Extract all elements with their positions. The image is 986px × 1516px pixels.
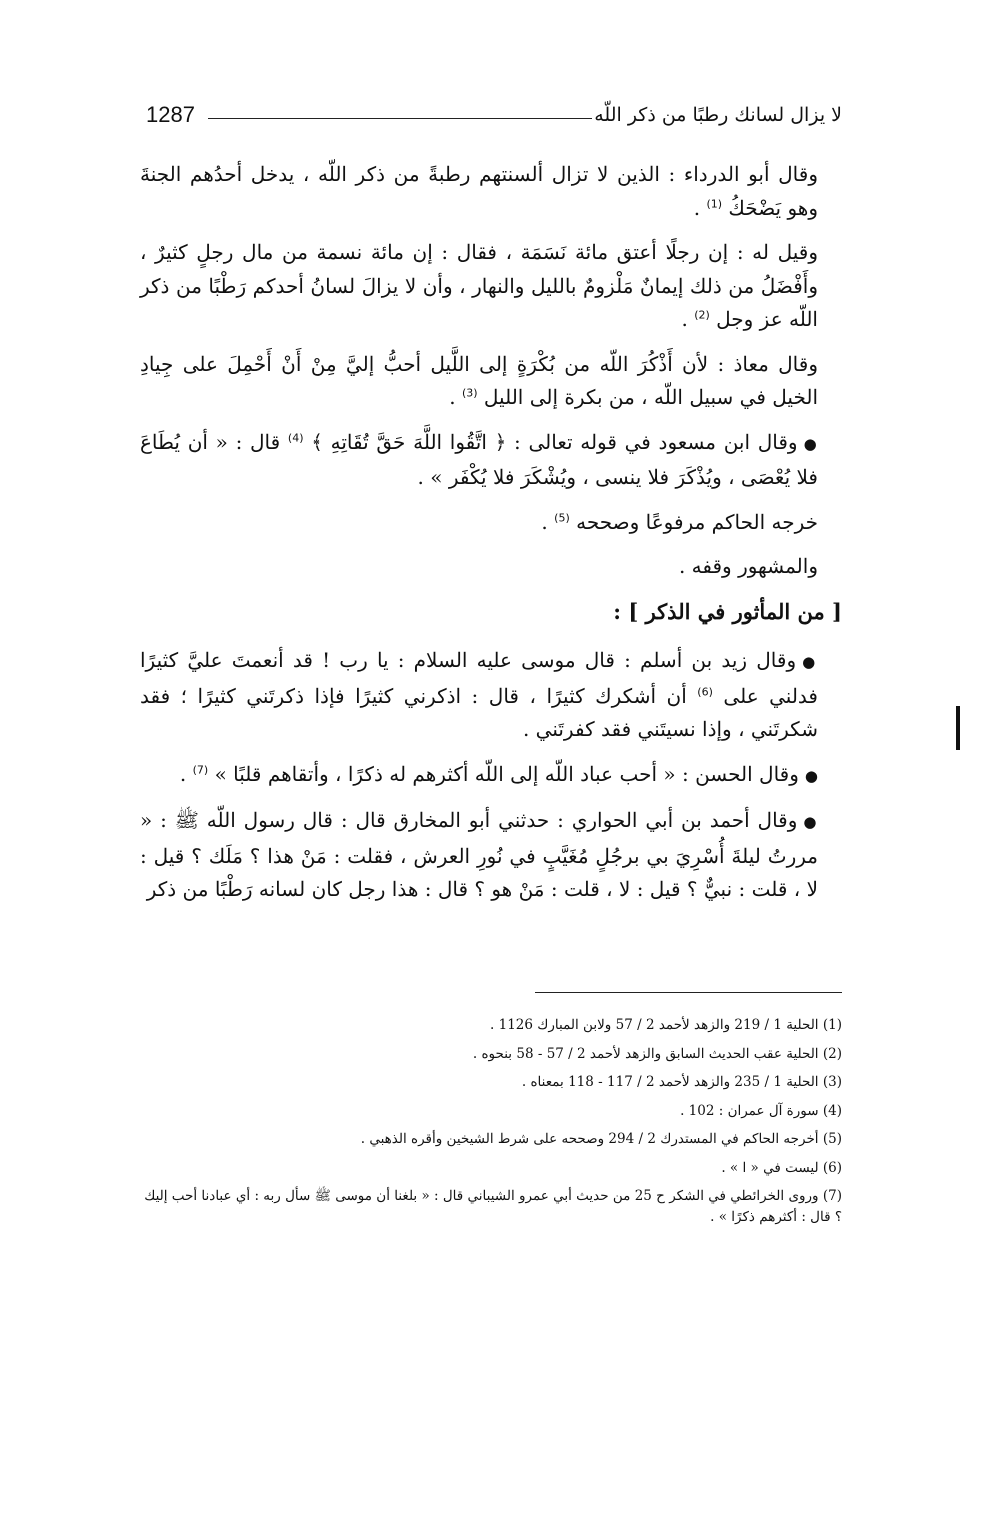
footnote-ref: (3) <box>461 386 478 400</box>
footnote-ref: (2) <box>694 308 710 322</box>
section-heading: [ من المأثور في الذكر ] : <box>613 598 842 624</box>
footnote-ref: (4) <box>287 430 304 444</box>
footnote: (2) الحلية عقب الحديث السابق والزهد لأحمد 2 / 57 - 58 بنحوه . <box>472 1045 842 1062</box>
footnote: (3) الحلية 1 / 235 والزهد لأحمد 2 / 117 - 118 بمعناه . <box>521 1074 842 1090</box>
footnote: (1) الحلية 1 / 219 والزهد لأحمد 2 / 57 ولابن المبارك 1126 . <box>490 1017 842 1033</box>
main-text <box>140 158 842 918</box>
page-header <box>146 100 842 134</box>
bullet-icon: ● <box>802 653 819 671</box>
paragraph: والمشهور وقفه . <box>678 554 818 578</box>
footnote: (6) ليست في « ا » . <box>721 1159 842 1176</box>
paragraph: وقال معاذ : لأن أَذْكُرَ اللّه من بُكْرَةٍ إلى اللَّيل أحبُّ إليَّ مِنْ أَنْ أَحْمِلَ على جِيادِ الخيل في سبيل اللّه ، من بكرة إلى الليل $^{(3)}$ . <box>140 351 818 409</box>
footnote-ref: (5) <box>554 510 570 524</box>
margin-mark <box>956 706 960 750</box>
paragraph: وقيل له : إن رجلًا أعتق مائة نَسَمَة ، فقال : إن مائة نسمة من مال رجلٍ كثيرٌ ، وأَفْضَلُ من ذلك إيمانٌ مَلْزومٌ بالليل والنهار ، وأن لا يزالَ لسانُ أحدكم رَطْبًا من ذكر اللّه عز وجل $^{(2)}$ . <box>140 240 818 331</box>
paragraph: ●وقال زيد بن أسلم : قال موسى عليه السلام : يا رب ! قد أنعمتَ عليَّ كثيرًا فدلني على $^{(6)}$ أن أشكرك كثيرًا ، قال : اذكرني كثيرًا فإذا ذكرتَني كثيرًا ؛ فقد شكرتَني ، وإذا نسيتَني فقد كفرتَني . <box>140 648 819 741</box>
footnote-ref: (1) <box>706 196 723 210</box>
running-title: لا يزال لسانك رطبًا من ذكر اللّه <box>594 104 842 126</box>
paragraph: ●وقال أحمد بن أبي الحواري : حدثني أبو المخارق قال : قال رسول اللّه ﷺ : « مررتُ ليلةَ أُسْرِيَ بي برجُلٍ مُغَيَّبٍ في نُورِ العرش ، فقلت : مَنْ هذا ؟ مَلَك ؟ قيل : لا ، قلت : نبيٌّ ؟ قيل : لا ، قلت : مَنْ هو ؟ قال : هذا رجل كان لسانه رَطْبًا من ذكر <box>140 808 818 901</box>
footnotes <box>140 1011 842 1228</box>
paragraph: خرجه الحاكم مرفوعًا وصححه $^{(5)}$ . <box>541 509 818 534</box>
footnote: (7) وروى الخرائطي في الشكر ح 25 من حديث أبي عمرو الشيباني قال : « بلغنا أن موسى ﷺ سأل ربه : أي عبادنا أحب إليك ؟ قال : أكثرهم ذكرًا » . <box>144 1188 842 1225</box>
paragraph: ●وقال الحسن : « أحب عباد اللّه إلى اللّه أكثرهم له ذكرًا ، وأتقاهم قلبًا » $^{(7)}$ . <box>179 761 818 786</box>
footnote-ref: (7) <box>192 762 209 776</box>
paragraph: وقال أبو الدرداء : الذين لا تزال ألسنتهم رطبةً من ذكر اللّه ، يدخل أحدُهم الجنةَ وهو يَضْحَكُ $^{(1)}$ . <box>140 162 818 220</box>
page-number: 1287 <box>146 102 195 127</box>
footnote: (5) أخرجه الحاكم في المستدرك 2 / 294 وصححه على شرط الشيخين وأقره الذهبي . <box>360 1131 842 1147</box>
footnote-separator <box>535 992 842 993</box>
header-rule <box>208 118 592 119</box>
footnote: (4) سورة آل عمران : 102 . <box>680 1102 842 1119</box>
bullet-icon: ● <box>803 813 818 831</box>
paragraph: ●وقال ابن مسعود في قوله تعالى : ﴿ اتَّقُوا اللَّهَ حَقَّ تُقَاتِهِ ﴾ $^{(4)}$ قال : « أن يُطَاعَ فلا يُعْصَى ، ويُذْكَرَ فلا ينسى ، ويُشْكَرَ فلا يُكْفَر » . <box>140 429 819 489</box>
bullet-icon: ● <box>804 766 818 785</box>
footnote-ref: (6) <box>697 684 713 698</box>
bullet-icon: ● <box>803 434 819 453</box>
